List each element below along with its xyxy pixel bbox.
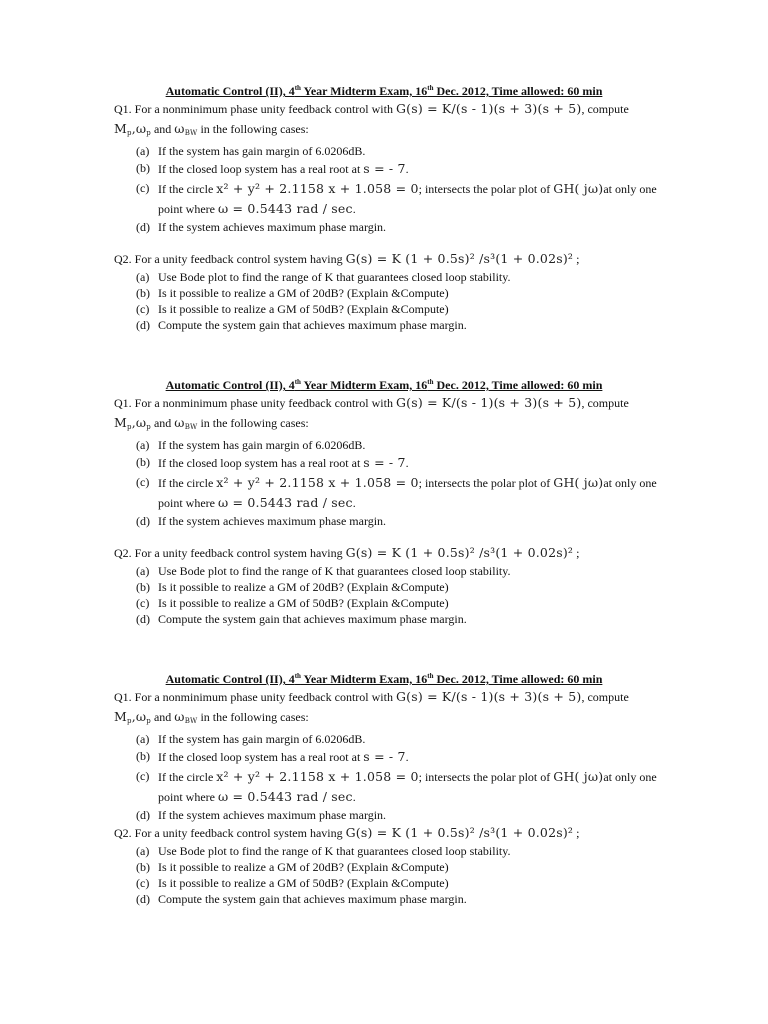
q2-intro: Q2. For a unity feedback control system having G(s) = K (1 + 0.5s)² /s³(1 + 0.02s)² ;: [114, 251, 580, 266]
q1-item-c: (c) If the circle x² + y² + 2.1158 x + 1.058 = 0; intersects the polar plot of GH( jω)at only one: [136, 181, 657, 196]
q1-item-b: (b) If the closed loop system has a real root at s = - 7.: [136, 455, 409, 470]
q2-item-d: (d) Compute the system gain that achieves maximum phase margin.: [136, 318, 467, 332]
q1-intro: Q1. For a nonminimum phase unity feedback control with G(s) = K/(s - 1)(s + 3)(s + 5), compute: [114, 395, 629, 410]
q2-intro: Q2. For a unity feedback control system having G(s) = K (1 + 0.5s)² /s³(1 + 0.02s)² ;: [114, 545, 580, 560]
q1-item-c-continued: point where ω = 0.5443 rad / sec.: [158, 495, 356, 510]
q1-item-d: (d) If the system achieves maximum phase margin.: [136, 514, 387, 528]
q2-item-a: (a) Use Bode plot to find the range of K that guarantees closed loop stability.: [136, 564, 511, 578]
exam-copy-1: [114, 80, 657, 333]
q1-intro: Q1. For a nonminimum phase unity feedback control with G(s) = K/(s - 1)(s + 3)(s + 5), compute: [114, 689, 629, 704]
q1-intro: Q1. For a nonminimum phase unity feedback control with G(s) = K/(s - 1)(s + 3)(s + 5), compute: [114, 101, 629, 116]
exam-title: Automatic Control (II), 4th Year Midterm Exam, 16th Dec. 2012, Time allowed: 60 min: [165, 84, 603, 98]
q1-specs: $M_p,\omega_p$ and $\omega_{BW}$ in the following cases:: [114, 121, 309, 137]
q1-item-d: (d) If the system achieves maximum phase margin.: [136, 808, 387, 822]
exam-copy-3: [114, 668, 657, 907]
q1-specs: $M_p,\omega_p$ and $\omega_{BW}$ in the following cases:: [114, 709, 309, 725]
q1-item-a: (a) If the system has gain margin of 6.0206dB.: [136, 732, 366, 746]
q1-item-b: (b) If the closed loop system has a real root at s = - 7.: [136, 161, 409, 176]
q1-item-a: (a) If the system has gain margin of 6.0206dB.: [136, 144, 366, 158]
q2-item-d: (d) Compute the system gain that achieves maximum phase margin.: [136, 892, 467, 906]
q2-item-a: (a) Use Bode plot to find the range of K that guarantees closed loop stability.: [136, 270, 511, 284]
exam-title: Automatic Control (II), 4th Year Midterm Exam, 16th Dec. 2012, Time allowed: 60 min: [165, 672, 603, 686]
q2-item-c: (c) Is it possible to realize a GM of 50dB? (Explain &Compute): [136, 596, 449, 610]
q2-item-b: (b) Is it possible to realize a GM of 20dB? (Explain &Compute): [136, 286, 449, 300]
q1-specs: $M_p,\omega_p$ and $\omega_{BW}$ in the following cases:: [114, 415, 309, 431]
exam-copy-2: [114, 374, 657, 627]
q2-intro: Q2. For a unity feedback control system having G(s) = K (1 + 0.5s)² /s³(1 + 0.02s)² ;: [114, 825, 580, 840]
q1-item-d: (d) If the system achieves maximum phase margin.: [136, 220, 387, 234]
q1-item-c-continued: point where ω = 0.5443 rad / sec.: [158, 789, 356, 804]
q2-item-b: (b) Is it possible to realize a GM of 20dB? (Explain &Compute): [136, 580, 449, 594]
q2-item-b: (b) Is it possible to realize a GM of 20dB? (Explain &Compute): [136, 860, 449, 874]
q1-item-c: (c) If the circle x² + y² + 2.1158 x + 1.058 = 0; intersects the polar plot of GH( jω)at only one: [136, 475, 657, 490]
q1-item-c: (c) If the circle x² + y² + 2.1158 x + 1.058 = 0; intersects the polar plot of GH( jω)at only one: [136, 769, 657, 784]
exam-title: Automatic Control (II), 4th Year Midterm Exam, 16th Dec. 2012, Time allowed: 60 min: [165, 378, 603, 392]
q1-item-c-continued: point where ω = 0.5443 rad / sec.: [158, 201, 356, 216]
q2-item-c: (c) Is it possible to realize a GM of 50dB? (Explain &Compute): [136, 876, 449, 890]
q1-item-b: (b) If the closed loop system has a real root at s = - 7.: [136, 749, 409, 764]
q2-item-d: (d) Compute the system gain that achieves maximum phase margin.: [136, 612, 467, 626]
q2-item-c: (c) Is it possible to realize a GM of 50dB? (Explain &Compute): [136, 302, 449, 316]
q2-item-a: (a) Use Bode plot to find the range of K that guarantees closed loop stability.: [136, 844, 511, 858]
q1-item-a: (a) If the system has gain margin of 6.0206dB.: [136, 438, 366, 452]
